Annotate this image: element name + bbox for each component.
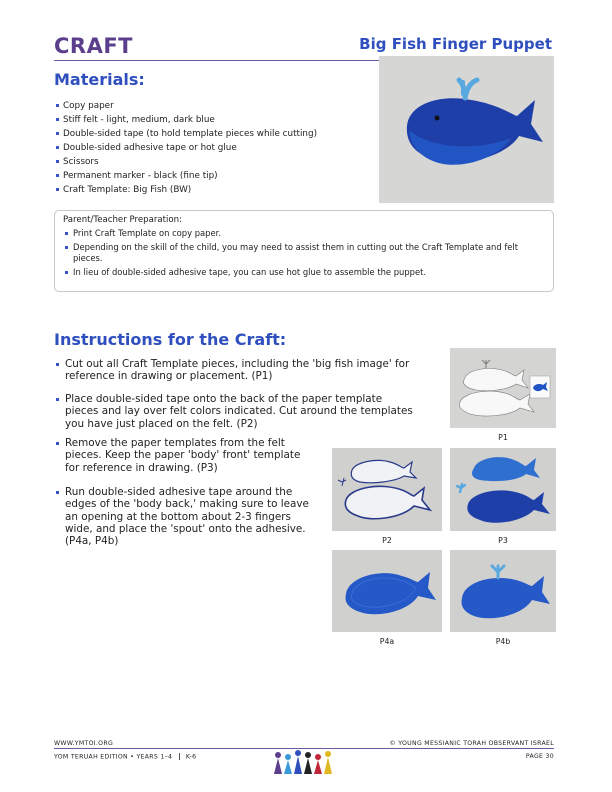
footer-website: WWW.YMTOI.ORG: [54, 740, 114, 747]
caption-p4b: P4b: [495, 637, 511, 646]
bullet-icon: [56, 104, 59, 107]
instruction-step-3: Remove the paper templates from the felt pieces. Keep the paper 'body' front' template for reference in drawing. (P3): [56, 437, 300, 474]
step-photo-p3: [450, 448, 556, 531]
bullet-icon: [56, 174, 59, 177]
step-photo-p4a: [332, 550, 442, 632]
whale-puppet-image: [379, 56, 554, 203]
children-figures-icon: [270, 748, 342, 776]
caption-p2: P2: [382, 536, 392, 545]
list-item: In lieu of double-sided adhesive tape, you can use hot glue to assemble the puppet.: [63, 267, 545, 278]
preparation-box: [54, 210, 554, 292]
craft-title: Big Fish Finger Puppet: [359, 35, 552, 53]
section-title: CRAFT: [54, 34, 134, 58]
list-item: Double-sided adhesive tape or hot glue: [56, 141, 317, 155]
paper-templates-image: [450, 348, 556, 428]
bullet-icon: [56, 118, 59, 121]
list-item: Permanent marker - black (fine tip): [56, 169, 317, 183]
bullet-icon: [56, 146, 59, 149]
footer-separator: [179, 753, 180, 760]
step-photo-p2: [332, 448, 442, 531]
caption-p4a: P4a: [379, 637, 395, 646]
bullet-icon: [56, 132, 59, 135]
materials-heading: Materials:: [54, 70, 145, 89]
preparation-title: Parent/Teacher Preparation:: [63, 215, 183, 225]
step-photo-p4b: [450, 550, 556, 632]
bullet-icon: [56, 491, 59, 494]
bullet-icon: [56, 398, 59, 401]
caption-p1: P1: [498, 433, 508, 442]
bullet-icon: [56, 363, 59, 366]
list-item: Double-sided tape (to hold template pieces while cutting): [56, 127, 317, 141]
footer-copyright: © YOUNG MESSIANIC TORAH OBSERVANT ISRAEL: [389, 740, 554, 747]
list-item: Print Craft Template on copy paper.: [63, 228, 545, 239]
caption-p3: P3: [498, 536, 508, 545]
list-item: Craft Template: Big Fish (BW): [56, 183, 317, 197]
step-photo-p1: [450, 348, 556, 428]
bullet-icon: [65, 246, 68, 249]
instructions-heading: Instructions for the Craft:: [54, 330, 287, 349]
finished-puppet-photo: [379, 56, 554, 203]
bullet-icon: [56, 160, 59, 163]
instruction-step-1: Cut out all Craft Template pieces, including the 'big fish image' for reference in drawing or placement. (P1): [56, 358, 409, 383]
felt-pieces-image: [450, 448, 556, 531]
list-item: Copy paper: [56, 99, 317, 113]
bullet-icon: [56, 188, 59, 191]
bullet-icon: [56, 442, 59, 445]
list-item: Depending on the skill of the child, you may need to assist them in cutting out the Craft Template and felt pieces.: [63, 242, 545, 264]
bullet-icon: [65, 232, 68, 235]
page-number: PAGE 30: [525, 753, 554, 760]
instruction-step-4: Run double-sided adhesive tape around the edges of the 'body back,' making sure to leave an opening at the bottom about 2-3 fingers wide, and place the 'spout' onto the adhesive. (P4a, P4b): [56, 486, 309, 547]
ymtoi-logo: [270, 748, 342, 776]
body-with-spout-image: [450, 550, 556, 632]
bullet-icon: [65, 271, 68, 274]
footer-edition: YOM TERUAH EDITION • YEARS 1–4 K-6: [54, 753, 197, 761]
list-item: Scissors: [56, 155, 317, 169]
body-with-tape-image: [332, 550, 442, 632]
instruction-step-2: Place double-sided tape onto the back of the paper template pieces and lay over felt colors indicated. Cut around the templates you have just placed on the felt. (P2): [56, 393, 413, 430]
materials-list: [56, 99, 317, 197]
list-item: Stiff felt - light, medium, dark blue: [56, 113, 317, 127]
templates-on-felt-image: [332, 448, 442, 531]
